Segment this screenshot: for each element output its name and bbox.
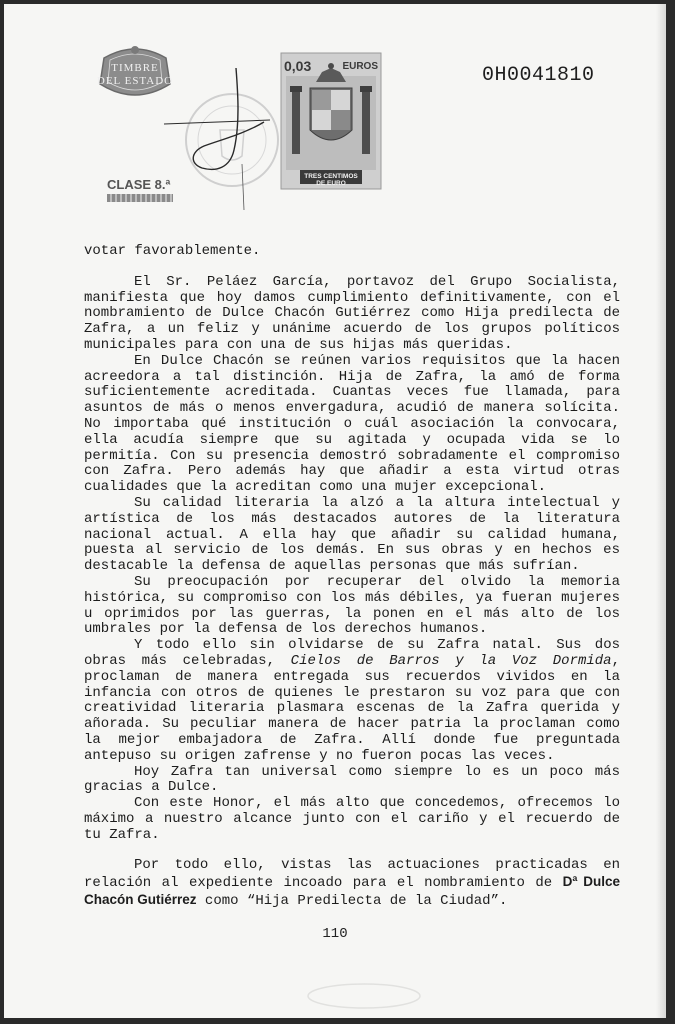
book-titles: Cielos de Barros y la Voz Dormida: [290, 652, 612, 669]
paragraph-8-pre: Por todo ello, vistas las actuaciones practicadas en relación al expediente incoado para el nombramiento de: [84, 857, 620, 892]
stamp-value: 0,03: [284, 58, 312, 74]
page-number: 110: [322, 926, 348, 942]
paragraph-8-post: como “Hija Predilecta de la Ciudad”.: [196, 893, 508, 910]
stamp-currency: EUROS: [342, 61, 378, 72]
honoree-name: Dª Dulce Chacón Gutiérrez: [84, 874, 621, 908]
paragraph-1: El Sr. Peláez García, portavoz del Grupo Socialista, manifiesta que hoy damos cumplimiento definitivamente, con el nombramiento de Dulce Chacón Gutiérrez como Hija predilecta de Zafra, a un feliz y unánime acuerdo de los grupos políticos municipales para con una de sus hijas más queridas.: [84, 273, 620, 353]
postage-stamp: [280, 52, 382, 190]
paragraph-2: En Dulce Chacón se reúnen varios requisitos que la hacen acreedora a tal distinción. Hija de Zafra, la amó de forma suficientemente acreditada. Cuantas veces fue llamada, para asuntos de más o menos envergadura, acudió de manera solícita. No importaba qué institución o cuál asociación la convocara, ella acudía siempre que su agitada y ocupada vida se lo permitía. Con su presencia demostró sobradamente el compromiso con Zafra. Pero además hay que añadir a esta virtud otras cualidades que la acreditan como una mujer excepcional.: [84, 352, 620, 496]
stamp-caption: [302, 173, 360, 187]
clase-label: CLASE 8.ª: [107, 177, 171, 192]
stamp-caption-line1: TRES CENTIMOS: [304, 173, 358, 180]
timbre-line2: DEL ESTADO: [96, 75, 174, 87]
stamp-caption-line2: DE EURO: [316, 180, 346, 187]
paragraph-8: [84, 858, 620, 909]
paragraph-5-post: , proclaman de manera entregada sus recuerdos vividos en la infancia con otros de quienes le prestaron su voz para que con creatividad literaria plasmara escenas de la Zafra querida y añorada. Su peculiar manera de hacer patria la proclaman como la mejor embajadora de Zafra. Allí donde fue preguntada antepuso su origen zafrense y no fueron pocas las veces.: [84, 652, 620, 764]
paragraph-7: Con este Honor, el más alto que concedemos, ofrecemos lo máximo a nuestro alcance junto con el cariño y el recuerdo de tu Zafra.: [84, 795, 620, 843]
clase-barcode: [107, 194, 173, 202]
document-body: [84, 244, 620, 910]
handwritten-signature: [160, 64, 280, 214]
serial-number: 0H0041810: [482, 64, 595, 87]
paragraph-3: Su calidad literaria la alzó a la altura intelectual y artística de los más destacados autores de la literatura nacional actual. A ella hay que añadir su calidad humana, puesta al servicio de los demás. En sus obras y en hechos es destacable la defensa de aquellas personas que más sufrían.: [84, 494, 620, 575]
paragraph-6: Hoy Zafra tan universal como siempre lo es un poco más gracias a Dulce.: [84, 763, 620, 796]
page-edge-shadow: [656, 4, 666, 1018]
paragraph-5: [84, 638, 620, 764]
paragraph-5-pre: Y todo ello sin olvidarse de su Zafra natal. Sus dos obras más celebradas,: [84, 637, 620, 669]
timbre-line1: TIMBRE: [111, 62, 159, 74]
paragraph-0: votar favorablemente.: [84, 243, 261, 259]
document-page: [4, 4, 666, 1018]
faint-watermark: [304, 982, 424, 1010]
paragraph-4: Su preocupación por recuperar del olvido la memoria histórica, su compromiso con los más débiles, ya fueran mujeres u oprimidos por las guerras, la ponen en el más alto de los umbrales por la defensa de los derechos humanos.: [84, 573, 620, 638]
